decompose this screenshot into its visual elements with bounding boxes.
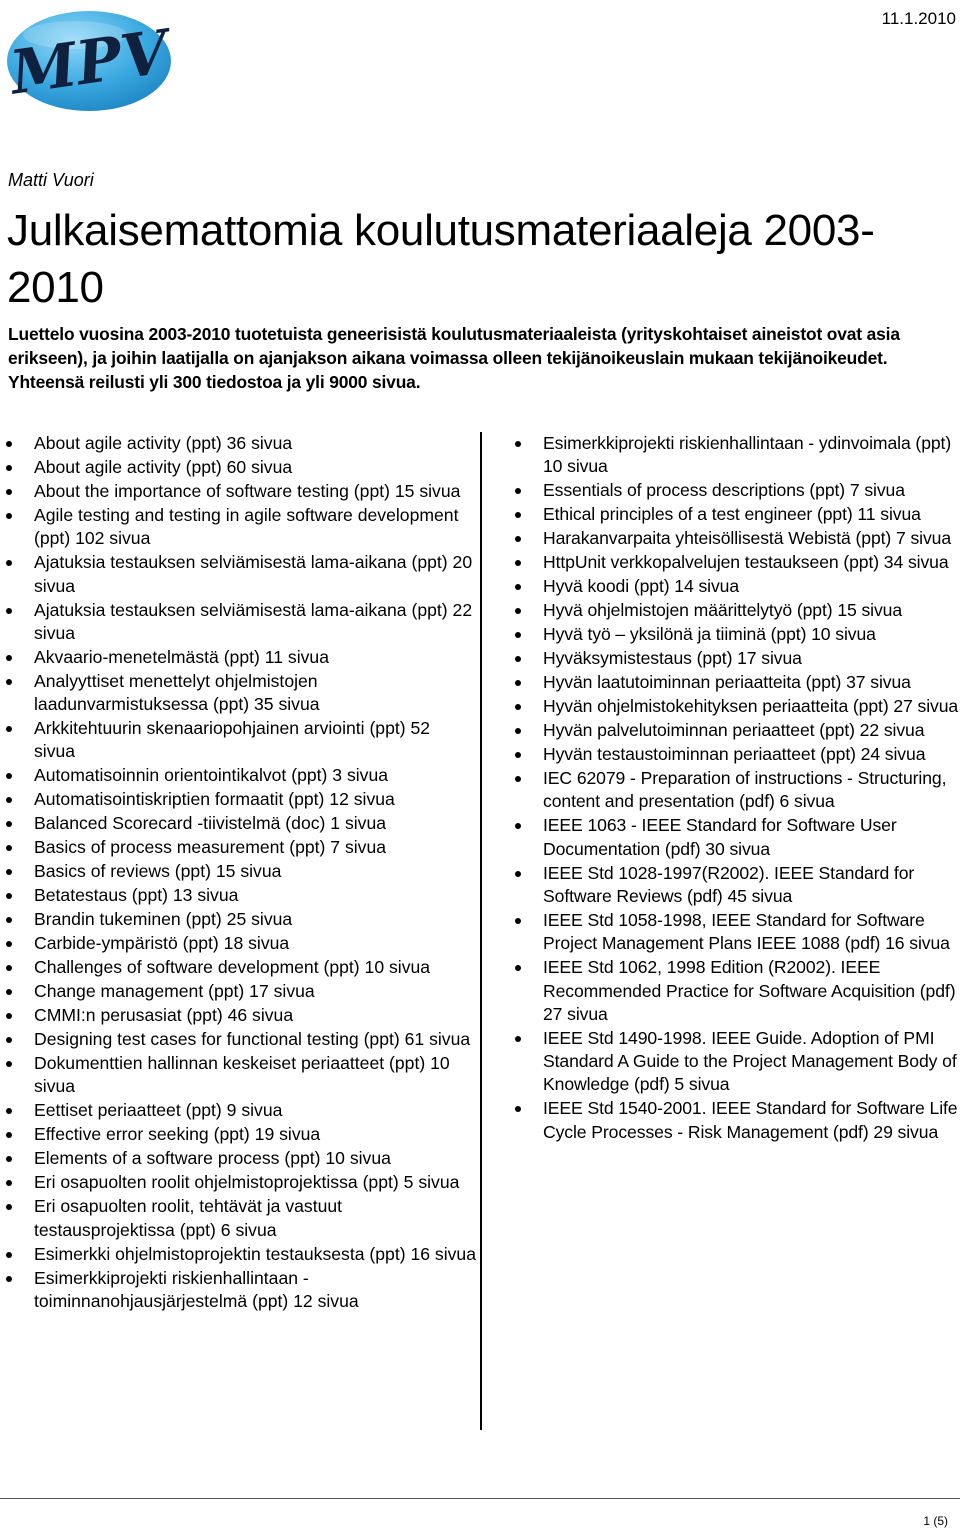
list-item: HttpUnit verkkopalvelujen testaukseen (ppt) 34 sivua — [509, 551, 960, 574]
list-item: IEEE 1063 - IEEE Standard for Software User Documentation (pdf) 30 sivua — [509, 814, 960, 861]
list-item: Ajatuksia testauksen selviämisestä lama-aikana (ppt) 22 sivua — [0, 599, 476, 646]
materials-list-left — [0, 432, 476, 1314]
list-item: Eri osapuolten roolit ohjelmistoprojektissa (ppt) 5 sivua — [0, 1171, 476, 1194]
list-item: Hyvän laatutoiminnan periaatteita (ppt) 37 sivua — [509, 671, 960, 694]
list-item: Arkkitehtuurin skenaariopohjainen arviointi (ppt) 52 sivua — [0, 717, 476, 764]
list-item: Hyvän palvelutoiminnan periaatteet (ppt) 22 sivua — [509, 719, 960, 742]
list-item: Elements of a software process (ppt) 10 sivua — [0, 1147, 476, 1170]
list-item: Eettiset periaatteet (ppt) 9 sivua — [0, 1099, 476, 1122]
list-item: Designing test cases for functional testing (ppt) 61 sivua — [0, 1028, 476, 1051]
document-title: Julkaisemattomia koulutusmateriaaleja 2003-2010 — [7, 206, 875, 312]
list-item: Esimerkkiprojekti riskienhallintaan - ydinvoimala (ppt) 10 sivua — [509, 432, 960, 479]
list-item: Hyvä työ – yksilönä ja tiiminä (ppt) 10 sivua — [509, 623, 960, 646]
list-item: Balanced Scorecard -tiivistelmä (doc) 1 sivua — [0, 812, 476, 835]
list-item: Dokumenttien hallinnan keskeiset periaatteet (ppt) 10 sivua — [0, 1052, 476, 1099]
list-item: IEEE Std 1058-1998, IEEE Standard for Software Project Management Plans IEEE 1088 (pdf) 16 sivua — [509, 909, 960, 956]
list-item: Eri osapuolten roolit, tehtävät ja vastuut testausprojektissa (ppt) 6 sivua — [0, 1195, 476, 1242]
list-item: Brandin tukeminen (ppt) 25 sivua — [0, 908, 476, 931]
list-item: Agile testing and testing in agile software development (ppt) 102 sivua — [0, 504, 476, 551]
list-item: IEEE Std 1540-2001. IEEE Standard for Software Life Cycle Processes - Risk Management (pdf) 29 sivua — [509, 1097, 960, 1144]
list-item: IEC 62079 - Preparation of instructions - Structuring, content and presentation (pdf) 6 sivua — [509, 767, 960, 814]
list-item: Ajatuksia testauksen selviämisestä lama-aikana (ppt) 20 sivua — [0, 551, 476, 598]
list-item: IEEE Std 1028-1997(R2002). IEEE Standard for Software Reviews (pdf) 45 sivua — [509, 862, 960, 909]
logo-text: MPV — [6, 17, 173, 109]
list-item: Basics of process measurement (ppt) 7 sivua — [0, 836, 476, 859]
document-date: 11.1.2010 — [881, 9, 956, 28]
list-item: Ethical principles of a test engineer (ppt) 11 sivua — [509, 503, 960, 526]
footer-rule — [0, 1498, 960, 1499]
list-item: IEEE Std 1062, 1998 Edition (R2002). IEEE Recommended Practice for Software Acquisition (pdf) 27 sivua — [509, 956, 960, 1026]
list-item: Hyvä koodi (ppt) 14 sivua — [509, 575, 960, 598]
list-item: Automatisointiskriptien formaatit (ppt) 12 sivua — [0, 788, 476, 811]
list-item: Essentials of process descriptions (ppt) 7 sivua — [509, 479, 960, 502]
list-item: About agile activity (ppt) 36 sivua — [0, 432, 476, 455]
intro-paragraph: Luettelo vuosina 2003-2010 tuotetuista geneerisistä koulutusmateriaaleista (yrityskohtaiset aineistot ovat asia erikseen), ja joihin laatijalla on ajanjakson aikana voimassa olleen tekijänoikeuslain mukaan tekijänoikeudet. Yhteensä reilusti yli 300 tiedostoa ja yli 9000 sivua. — [8, 324, 900, 392]
list-item: Change management (ppt) 17 sivua — [0, 980, 476, 1003]
mpv-logo — [5, 5, 173, 113]
list-item: Effective error seeking (ppt) 19 sivua — [0, 1123, 476, 1146]
list-item: Esimerkki ohjelmistoprojektin testauksesta (ppt) 16 sivua — [0, 1243, 476, 1266]
materials-list-right — [509, 432, 960, 1145]
list-item: Basics of reviews (ppt) 15 sivua — [0, 860, 476, 883]
list-item: About agile activity (ppt) 60 sivua — [0, 456, 476, 479]
list-item: CMMI:n perusasiat (ppt) 46 sivua — [0, 1004, 476, 1027]
page-number: 1 (5) — [923, 1514, 948, 1528]
list-item: Hyvän testaustoiminnan periaatteet (ppt) 24 sivua — [509, 743, 960, 766]
list-item: Carbide-ympäristö (ppt) 18 sivua — [0, 932, 476, 955]
column-divider — [480, 432, 482, 1430]
list-item: Hyvä ohjelmistojen määrittelytyö (ppt) 15 sivua — [509, 599, 960, 622]
list-item: Automatisoinnin orientointikalvot (ppt) 3 sivua — [0, 764, 476, 787]
list-item: Hyväksymistestaus (ppt) 17 sivua — [509, 647, 960, 670]
list-item: About the importance of software testing (ppt) 15 sivua — [0, 480, 476, 503]
list-item: Harakanvarpaita yhteisöllisestä Webistä (ppt) 7 sivua — [509, 527, 960, 550]
author-name: Matti Vuori — [8, 170, 94, 190]
list-item: Challenges of software development (ppt) 10 sivua — [0, 956, 476, 979]
list-item: Betatestaus (ppt) 13 sivua — [0, 884, 476, 907]
list-item: IEEE Std 1490-1998. IEEE Guide. Adoption of PMI Standard A Guide to the Project Management Body of Knowledge (pdf) 5 sivua — [509, 1027, 960, 1097]
list-item: Akvaario-menetelmästä (ppt) 11 sivua — [0, 646, 476, 669]
list-item: Analyyttiset menettelyt ohjelmistojen laadunvarmistuksessa (ppt) 35 sivua — [0, 670, 476, 717]
list-item: Hyvän ohjelmistokehityksen periaatteita (ppt) 27 sivua — [509, 695, 960, 718]
list-item: Esimerkkiprojekti riskienhallintaan - toiminnanohjausjärjestelmä (ppt) 12 sivua — [0, 1267, 476, 1314]
